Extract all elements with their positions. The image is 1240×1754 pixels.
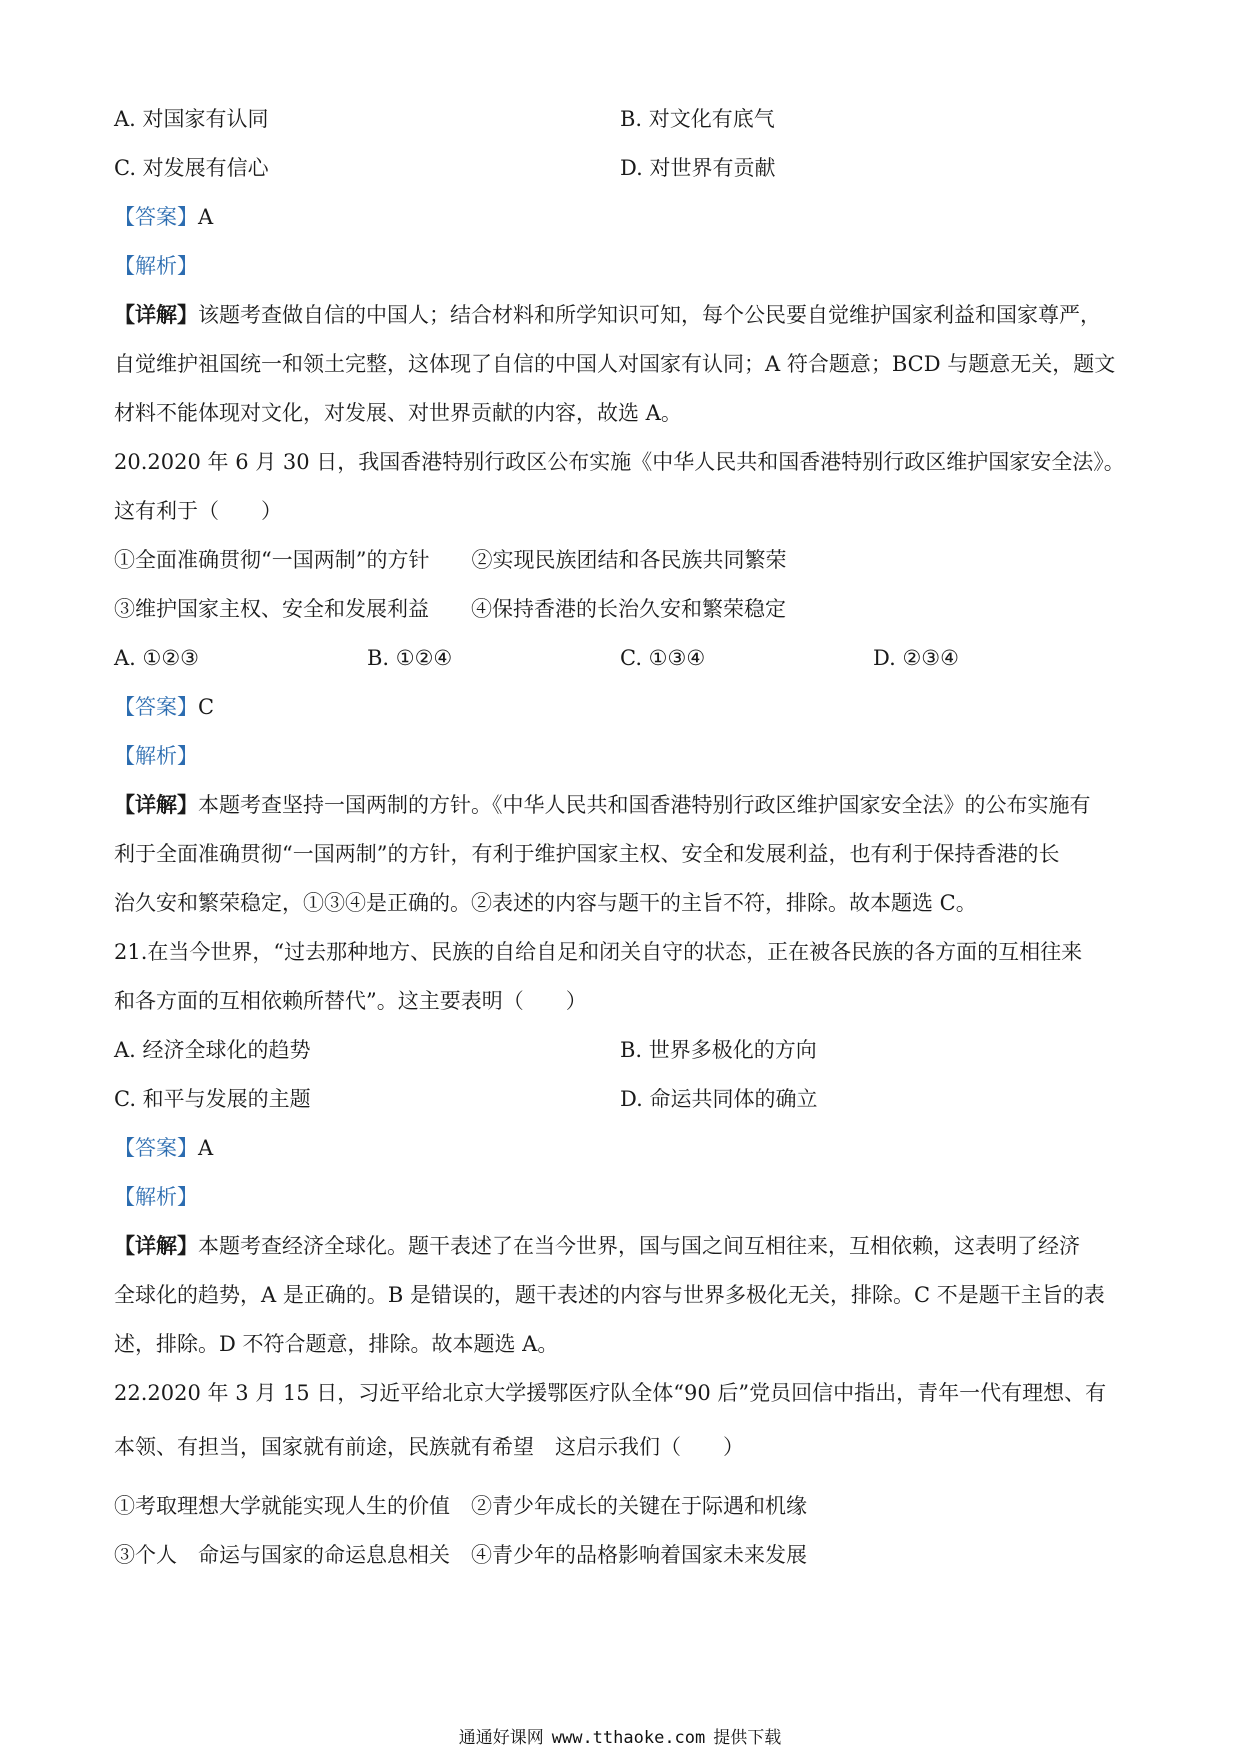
- footer-download-text: 提供下载: [713, 1728, 782, 1748]
- q20-option-c: C. ①③④: [620, 646, 706, 670]
- q20-option-a: A. ①②③: [114, 646, 199, 670]
- q21-analysis-label: 【解析】: [114, 1185, 198, 1209]
- q21-option-c: C. 和平与发展的主题: [114, 1087, 311, 1111]
- q20-stem-line-1: 20.2020 年 6 月 30 日，我国香港特别行政区公布实施《中华人民共和国香港特别行政区维护国家安全法》。: [114, 450, 1125, 474]
- answer-value: A: [198, 1136, 214, 1160]
- q21-option-d: D. 命运共同体的确立: [620, 1087, 818, 1111]
- q21-detail-line-1: [114, 1231, 1080, 1261]
- detail-text: 本题考查坚持一国两制的方针。《中华人民共和国香港特别行政区维护国家安全法》的公布实施有: [198, 793, 1091, 817]
- answer-label: 【答案】: [114, 695, 198, 719]
- detail-label: 【详解】: [114, 792, 198, 817]
- q20-analysis-label: 【解析】: [114, 744, 198, 768]
- q22-stem-line-2: 本领、有担当，国家就有前途，民族就有希望 这启示我们（ ）: [114, 1435, 744, 1459]
- q21-answer: [114, 1133, 213, 1163]
- q19-answer: [114, 202, 213, 232]
- footer-brand: 通通好课网: [458, 1728, 544, 1748]
- q20-answer: [114, 692, 214, 722]
- q20-option-d: D. ②③④: [873, 646, 959, 670]
- q19-detail-line-1: [114, 300, 1101, 330]
- q21-option-b: B. 世界多极化的方向: [620, 1038, 817, 1062]
- detail-label: 【详解】: [114, 1233, 198, 1258]
- q19-detail-line-2: 自觉维护祖国统一和领土完整，这体现了自信的中国人对国家有认同；A 符合题意；BCD 与题意无关，题文: [114, 352, 1116, 376]
- q21-detail-line-2: 全球化的趋势，A 是正确的。B 是错误的，题干表述的内容与世界多极化无关，排除。C 不是题干主旨的表: [114, 1283, 1105, 1307]
- answer-value: A: [198, 205, 214, 229]
- q20-statement-2: ③维护国家主权、安全和发展利益 ④保持香港的长治久安和繁荣稳定: [114, 597, 786, 621]
- q22-stem-line-1: 22.2020 年 3 月 15 日，习近平给北京大学援鄂医疗队全体“90 后”党员回信中指出，青年一代有理想、有: [114, 1381, 1107, 1405]
- q19-option-c: C. 对发展有信心: [114, 156, 269, 180]
- q20-statement-1: ①全面准确贯彻“一国两制”的方针 ②实现民族团结和各民族共同繁荣: [114, 548, 787, 572]
- detail-text: 本题考查经济全球化。题干表述了在当今世界，国与国之间互相往来，互相依赖，这表明了经济: [198, 1234, 1080, 1258]
- q20-detail-line-1: [114, 790, 1091, 820]
- q19-detail-line-3: 材料不能体现对文化，对发展、对世界贡献的内容，故选 A。: [114, 401, 682, 425]
- q21-option-a: A. 经济全球化的趋势: [114, 1038, 311, 1062]
- q21-stem-line-1: 21.在当今世界，“过去那种地方、民族的自给自足和闭关自守的状态，正在被各民族的各方面的互相往来: [114, 940, 1083, 964]
- q22-statement-2: ③个人 命运与国家的命运息息相关 ④青少年的品格影响着国家未来发展: [114, 1543, 807, 1567]
- page-footer: [0, 1726, 1240, 1750]
- answer-label: 【答案】: [114, 1136, 198, 1160]
- q20-detail-line-2: 利于全面准确贯彻“一国两制”的方针，有利于维护国家主权、安全和发展利益，也有利于保持香港的长: [114, 842, 1060, 866]
- q20-stem-line-2: 这有利于（ ）: [114, 499, 282, 523]
- detail-text: 该题考查做自信的中国人；结合材料和所学知识可知，每个公民要自觉维护国家利益和国家尊严，: [198, 303, 1101, 327]
- q19-option-a: A. 对国家有认同: [114, 107, 269, 131]
- q21-detail-line-3: 述，排除。D 不符合题意，排除。故本题选 A。: [114, 1332, 559, 1356]
- q21-stem-line-2: 和各方面的互相依赖所替代”。这主要表明（ ）: [114, 989, 587, 1013]
- footer-site-link[interactable]: www.tthaoke.com: [551, 1728, 706, 1748]
- q20-detail-line-3: 治久安和繁荣稳定，①③④是正确的。②表述的内容与题干的主旨不符，排除。故本题选 C。: [114, 891, 977, 915]
- q19-option-d: D. 对世界有贡献: [620, 156, 776, 180]
- q20-option-b: B. ①②④: [367, 646, 453, 670]
- answer-value: C: [198, 695, 215, 719]
- q22-statement-1: ①考取理想大学就能实现人生的价值 ②青少年成长的关键在于际遇和机缘: [114, 1494, 807, 1518]
- q19-analysis-label: 【解析】: [114, 254, 198, 278]
- answer-label: 【答案】: [114, 205, 198, 229]
- q19-option-b: B. 对文化有底气: [620, 107, 775, 131]
- detail-label: 【详解】: [114, 302, 198, 327]
